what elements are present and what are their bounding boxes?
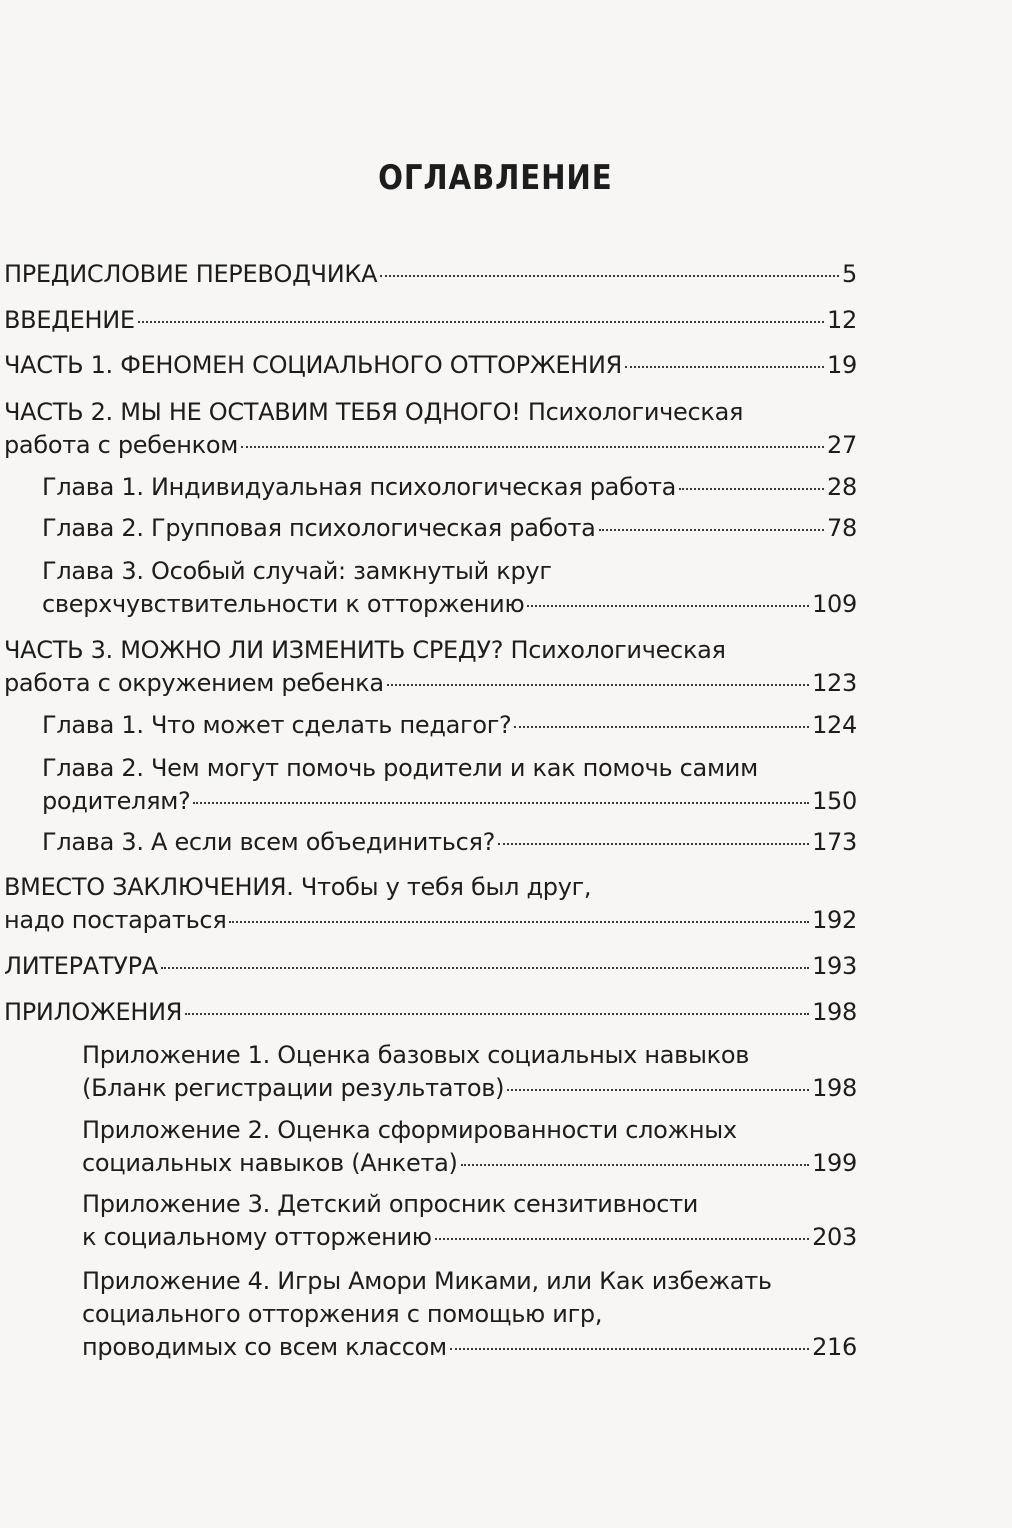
- toc-entry-title: к социальному отторжению: [82, 1223, 432, 1251]
- toc-entry-title: ПРЕДИСЛОВИЕ ПЕРЕВОДЧИКА: [4, 260, 378, 288]
- toc-page-number: 216: [812, 1333, 857, 1361]
- leader-dots: [514, 726, 809, 728]
- toc-entry-title-line: ЧАСТЬ 2. МЫ НЕ ОСТАВИМ ТЕБЯ ОДНОГО! Психологическая: [4, 398, 744, 426]
- toc-entry: [4, 396, 857, 462]
- toc-page-number: 198: [812, 1074, 857, 1102]
- leader-dots: [461, 1164, 809, 1166]
- toc-entry: [4, 996, 857, 1029]
- toc-entry-title-line: Приложение 2. Оценка сформированности сложных: [82, 1116, 737, 1144]
- leader-dots: [380, 275, 839, 277]
- toc-entry-title: (Бланк регистрации результатов): [82, 1074, 505, 1102]
- toc-entry: [42, 471, 857, 504]
- toc-page-number: 198: [812, 998, 857, 1026]
- toc-entry-title-line: ВМЕСТО ЗАКЛЮЧЕНИЯ. Чтобы у тебя был друг,: [4, 873, 592, 901]
- leader-dots: [625, 366, 824, 368]
- toc-page-number: 27: [827, 431, 857, 459]
- toc-entry: [4, 634, 857, 700]
- page-title: ОГЛАВЛЕНИЕ: [378, 158, 613, 198]
- toc-page-number: 124: [812, 711, 857, 739]
- leader-dots: [507, 1089, 809, 1091]
- toc-entry-title: ВВЕДЕНИЕ: [4, 306, 135, 334]
- toc-entry: [4, 950, 857, 983]
- leader-dots: [229, 921, 809, 923]
- leader-dots: [138, 321, 824, 323]
- toc-entry: [42, 826, 857, 859]
- toc-entry: [82, 1188, 857, 1254]
- toc-entry-title-line: Глава 3. Особый случай: замкнутый круг: [42, 557, 552, 585]
- toc-entry-title: работа с ребенком: [4, 431, 239, 459]
- toc-entry-title: Глава 1. Что может сделать педагог?: [42, 711, 512, 739]
- toc-page-number: 173: [812, 828, 857, 856]
- leader-dots: [241, 446, 824, 448]
- toc-page-number: 78: [827, 514, 857, 542]
- leader-dots: [450, 1348, 809, 1350]
- toc-entry-title: Глава 1. Индивидуальная психологическая работа: [42, 473, 677, 501]
- toc-entry: [82, 1114, 857, 1180]
- leader-dots: [527, 605, 809, 607]
- leader-dots: [599, 529, 824, 531]
- toc-entry-title: работа с окружением ребенка: [4, 669, 384, 697]
- toc-page-number: 12: [827, 306, 857, 334]
- toc-entry-title: родителям?: [42, 787, 191, 815]
- toc-entry-title: надо постараться: [4, 906, 227, 934]
- toc-page-number: 28: [827, 473, 857, 501]
- toc-entry: [4, 304, 857, 337]
- leader-dots: [387, 684, 809, 686]
- toc-entry: [42, 709, 857, 742]
- leader-dots: [185, 1013, 809, 1015]
- toc-entry: [4, 349, 857, 382]
- leader-dots: [193, 802, 809, 804]
- toc-entry: [42, 512, 857, 545]
- toc-entry-title: ЛИТЕРАТУРА: [4, 952, 158, 980]
- toc-entry-title: Глава 3. А если всем объединиться?: [42, 828, 496, 856]
- toc-page-number: 150: [812, 787, 857, 815]
- toc-entry-title-line: Глава 2. Чем могут помочь родители и как помочь самим: [42, 754, 758, 782]
- toc-page-number: 193: [812, 952, 857, 980]
- toc-entry-title-line: Приложение 3. Детский опросник сензитивности: [82, 1190, 699, 1218]
- toc-page-number: 109: [812, 590, 857, 618]
- toc-entry: [42, 752, 857, 818]
- toc-page-number: 123: [812, 669, 857, 697]
- toc-entry-title: Глава 2. Групповая психологическая работа: [42, 514, 596, 542]
- toc-page-number: 199: [812, 1149, 857, 1177]
- toc-entry: [42, 555, 857, 621]
- toc-page-number: 5: [842, 260, 857, 288]
- toc-entry: [82, 1039, 857, 1105]
- leader-dots: [161, 967, 809, 969]
- toc-entry-title: ЧАСТЬ 1. ФЕНОМЕН СОЦИАЛЬНОГО ОТТОРЖЕНИЯ: [4, 351, 623, 379]
- toc-entry-title-line: социального отторжения с помощью игр,: [82, 1300, 603, 1328]
- toc-entry-title-line: ЧАСТЬ 3. МОЖНО ЛИ ИЗМЕНИТЬ СРЕДУ? Психологическая: [4, 636, 726, 664]
- toc-entry-title-line: Приложение 1. Оценка базовых социальных навыков: [82, 1041, 750, 1069]
- toc-entry-title: социальных навыков (Анкета): [82, 1149, 458, 1177]
- toc-entry: [4, 871, 857, 937]
- leader-dots: [435, 1238, 809, 1240]
- toc-entry: [4, 258, 857, 291]
- toc-entry-title: проводимых со всем классом: [82, 1333, 447, 1361]
- toc-page-number: 192: [812, 906, 857, 934]
- leader-dots: [679, 488, 824, 490]
- leader-dots: [498, 843, 809, 845]
- toc-entry-title: ПРИЛОЖЕНИЯ: [4, 998, 183, 1026]
- toc-page-number: 203: [812, 1223, 857, 1251]
- toc-entry-title: сверхчувствительности к отторжению: [42, 590, 525, 618]
- toc-entry-title-line: Приложение 4. Игры Амори Миками, или Как избежать: [82, 1267, 772, 1295]
- toc-page-number: 19: [827, 351, 857, 379]
- toc-entry: [82, 1265, 857, 1364]
